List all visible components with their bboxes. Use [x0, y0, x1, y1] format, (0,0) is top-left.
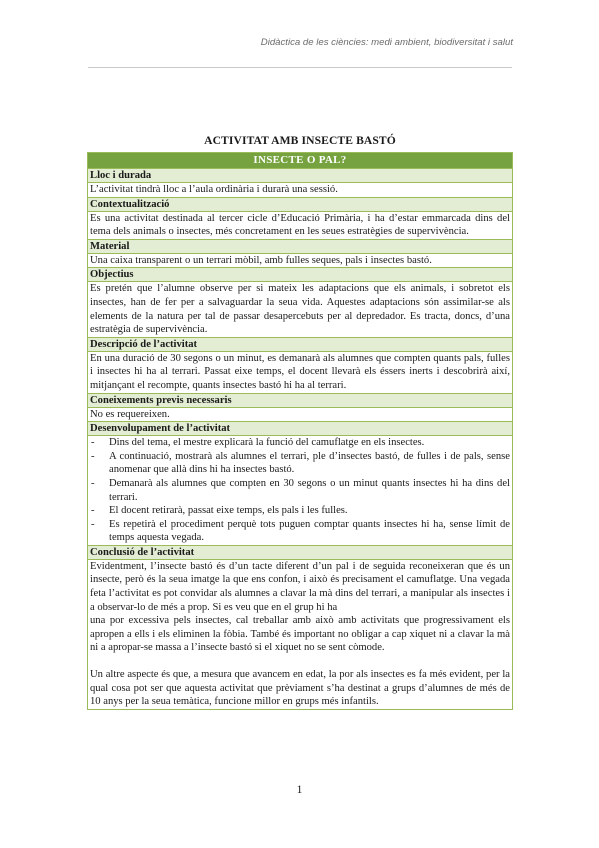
section-body-row	[88, 211, 513, 239]
section-paragraph: Es una activitat destinada al tercer cicle d’Educació Primària, i ha d’estar emmarcada dins del tema dels animals o insectes, més concretament en les seues estratègies de supervivència.	[90, 212, 510, 238]
section-heading: Descripció de l’activitat	[88, 337, 513, 351]
page-number: 1	[296, 784, 303, 796]
document-title: ACTIVITAT AMB INSECTE BASTÓ	[204, 134, 396, 147]
section-body-row	[88, 559, 513, 709]
section-heading: Desenvolupament de l’activitat	[88, 422, 513, 436]
section-paragraph: una por excessiva pels insectes, cal treballar amb això amb activitats que progressivament els apropen a ells i els eliminen la fòbia. També és important no obligar a cap xiquet ni a clavar la mà ni a apropar-se massa a l’insecte bastó si el xiquet no se sent còmode.	[90, 615, 510, 654]
section-heading-row	[88, 197, 513, 211]
section-body	[88, 436, 513, 546]
section-heading: Objectius	[88, 268, 513, 282]
step-list	[90, 436, 510, 545]
list-item: - A continuació, mostrarà als alumnes el terrari, ple d’insectes bastó, de fulles i de pals, sense anomenar que allà dins hi ha insectes bastó.	[90, 450, 510, 477]
section-body	[88, 559, 513, 709]
section-body-row	[88, 282, 513, 337]
section-paragraph	[90, 655, 510, 668]
list-item: - Es repetirà el procediment perquè tots puguen comptar quants insectes hi ha, sense límit de temps aquesta vegada.	[90, 518, 510, 545]
section-heading-row	[88, 337, 513, 351]
section-body-row	[88, 253, 513, 268]
section-heading-row	[88, 268, 513, 282]
section-body	[88, 351, 513, 393]
section-heading: Contextualització	[88, 197, 513, 211]
section-body	[88, 211, 513, 239]
list-item: - Dins del tema, el mestre explicarà la funció del camuflatge en els insectes.	[90, 436, 510, 450]
section-paragraph: L’activitat tindrà lloc a l’aula ordinària i durarà una sessió.	[90, 184, 338, 195]
table-header-row	[88, 153, 513, 169]
section-heading: Conclusió de l’activitat	[88, 545, 513, 559]
section-heading: Material	[88, 239, 513, 253]
section-paragraph: No es requereixen.	[90, 408, 170, 420]
section-heading-row	[88, 239, 513, 253]
section-heading-row	[88, 169, 513, 183]
section-heading-row	[88, 393, 513, 407]
running-header: Didàctica de les ciències: medi ambient, biodiversitat i salut	[260, 37, 513, 48]
table-header-cell: INSECTE O PAL?	[88, 153, 513, 169]
section-body-row	[88, 351, 513, 393]
section-body	[88, 183, 513, 198]
section-body	[88, 407, 513, 422]
section-body-row	[88, 183, 513, 198]
section-body	[88, 282, 513, 337]
list-item: - El docent retirarà, passat eixe temps, els pals i les fulles.	[90, 504, 510, 518]
section-paragraph: Una caixa transparent o un terrari mòbil, amb fulles seques, pals i insectes bastó.	[90, 254, 432, 266]
list-item: - Demanarà als alumnes que compten en 30 segons o un minut quants insectes hi ha dins del terrari.	[90, 477, 510, 504]
header-divider	[88, 67, 512, 68]
section-paragraph: Un altre aspecte és que, a mesura que avancem en edat, la por als insectes es fa més evident, per la qual cosa pot ser que aquesta activitat que prèviament s’ha destinat a grups d’alumnes de més de 10 anys per la seua temàtica, funcione millor en grups més infantils.	[90, 669, 510, 708]
section-body-row	[88, 436, 513, 546]
activity-table	[87, 152, 513, 710]
section-heading: Coneixements previs necessaris	[88, 393, 513, 407]
section-body-row	[88, 407, 513, 422]
section-heading: Lloc i durada	[88, 169, 513, 183]
section-paragraph: Evidentment, l’insecte bastó és d’un tacte diferent d’un pal i de seguida reconeixeran que és un insecte, però és la seua imatge la que ens confon, i això és precisament el camuflatge. Una vegada feta l’activitat es pot convidar als alumnes a clavar la mà dins del terrari, a manipular als insectes i a observar-lo de més a prop. Si es veu que en el grup hi ha	[90, 560, 510, 613]
section-paragraph: Es pretén que l’alumne observe per si mateix les adaptacions que els animals, i sobretot els insectes, han de fer per a salvaguardar la seua vida. Aquestes adaptacions són assimilar-se als elements de la natura per tal de passar desapercebuts per al depredador. Es tracta, doncs, d’una estratègia de supervivència.	[90, 283, 510, 336]
section-body	[88, 253, 513, 268]
section-heading-row	[88, 545, 513, 559]
section-heading-row	[88, 422, 513, 436]
section-paragraph: En una duració de 30 segons o un minut, es demanarà als alumnes que compten quants pals, fulles i insectes hi ha al terrari. Passat eixe temps, el docent llevarà els éssers inerts i descobrirà així, mitjançant el recompte, quants insectes bastó hi ha al terrari.	[90, 352, 510, 391]
